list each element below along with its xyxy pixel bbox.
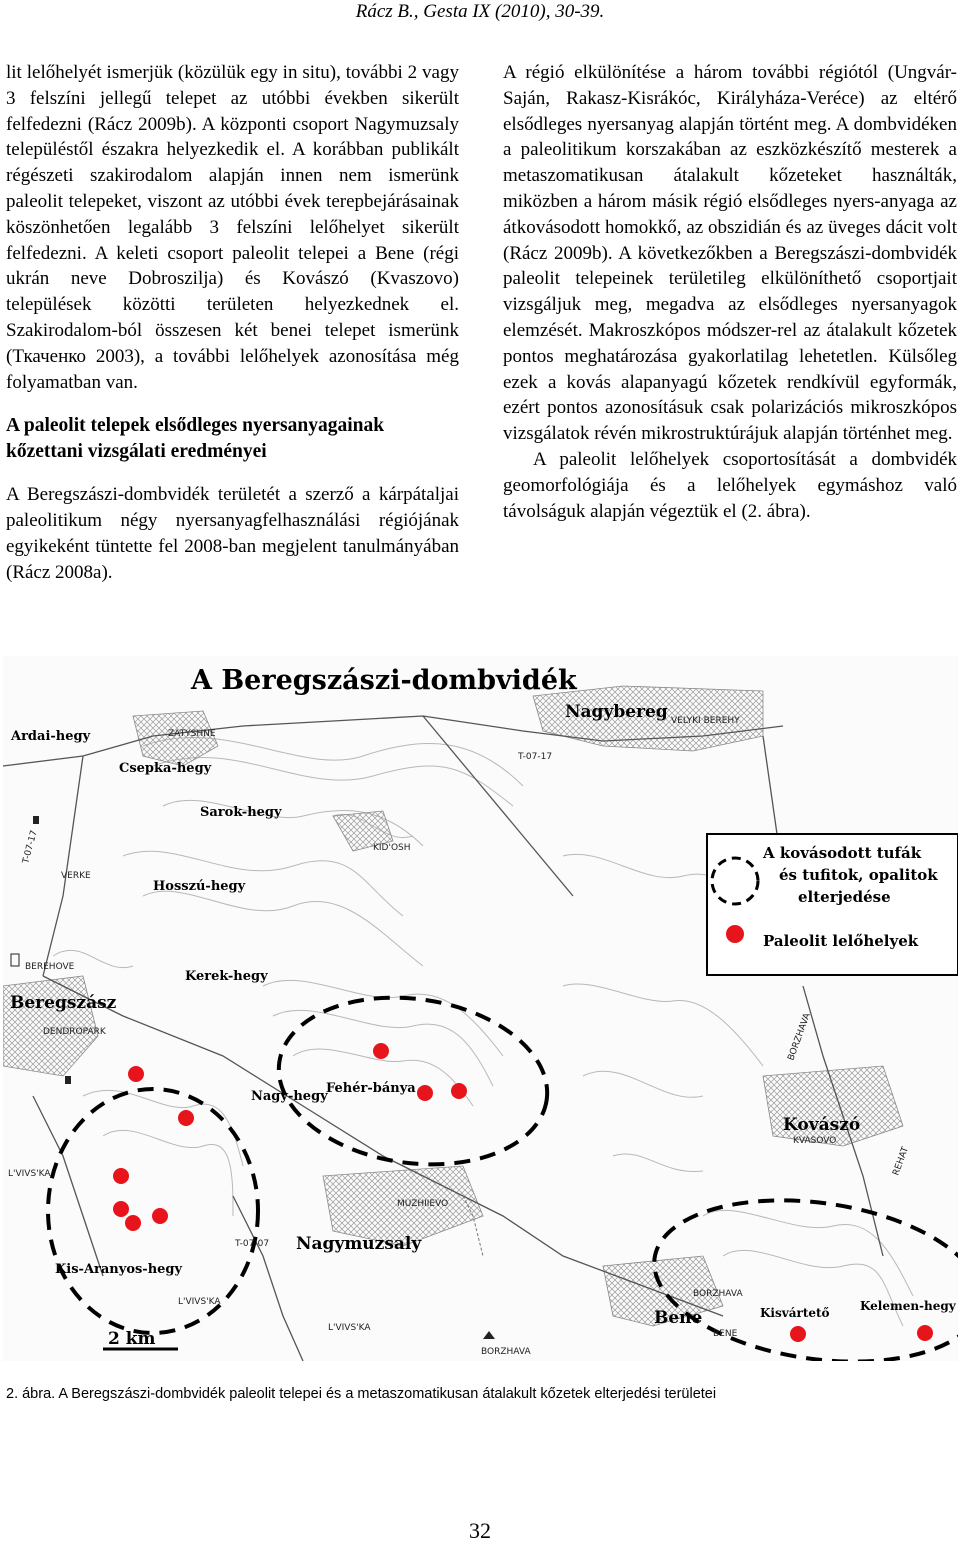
label-bene-small: BENE: [713, 1329, 738, 1339]
label-lviv-3: L'VIVS'KA: [328, 1323, 371, 1333]
place-nagyberegh: Nagybereg: [565, 702, 668, 722]
legend-zone-label: A kovásodott tufák és tufitok, opalitok elterjedése: [763, 844, 938, 906]
label-kidosh: KID'OSH: [373, 843, 411, 853]
left-paragraph-2: A Beregszászi-dombvidék területét a szerző a kárpátaljai paleolitikum négy nyersanyagfelhasználási régiójának egyikeként tüntette fel 2008-ban megjelent tanulmányában (Rácz 2008a).: [6, 484, 459, 583]
site-dot: [178, 1110, 194, 1126]
right-column: [503, 60, 957, 524]
label-dendropark: DENDROPARK: [43, 1027, 106, 1037]
label-t0707: T-07-07: [235, 1239, 270, 1249]
label-borzhava-2: BORZHAVA: [693, 1289, 743, 1299]
label-lviv-1: L'VIVS'KA: [8, 1169, 51, 1179]
left-paragraph-1: lit lelőhelyét ismerjük (közülük egy in situ), további 2 vagy 3 felszíni jellegű telepet az utóbbi években sikerült felfedezni (Rácz 2009b). A központi csoport Nagymuzsaly településtől északra helyezkedik el. A korábban publikált régészeti szakirodalom alapján innen nem ismerünk paleolit telepeket, viszont az utóbbi évek terepbejárásainak köszönhetően legalább 3 felszíni lelőhelyet sikerült felfedezni. A keleti csoport paleolit telepei a Bene (régi ukrán neve Dobroszilja) és Kovászó (Kvaszovo) települések közötti területen helyezkednek el. Szakirodalom-ból összesen két benei telepet ismerünk (Ткаченко 2003), a további lelőhelyek azonosítása még folyamatban van.: [6, 62, 459, 393]
label-t0717-b: T-07-17: [21, 829, 40, 865]
place-csepka: Csepka-hegy: [119, 761, 212, 776]
map-svg: [3, 656, 958, 1361]
map-legend: [707, 834, 958, 975]
site-dot: [113, 1168, 129, 1184]
site-dot: [128, 1066, 144, 1082]
place-sarok: Sarok-hegy: [200, 805, 282, 820]
place-ardai: Ardai-hegy: [11, 729, 91, 744]
label-berehove: BEREHOVE: [25, 962, 75, 972]
place-nagy: Nagy-hegy: [251, 1089, 328, 1104]
map-title: A Beregszászi-dombvidék: [191, 665, 577, 696]
right-paragraph-1: A régió elkülönítése a három további régiótól (Ungvár-Saján, Rakasz-Kisrákóc, Királyháza-Veréce) az eltérő elsődleges nyersanyag alapján történt meg. A dombvidéken a paleolitikum korszakában az eszközkészítő mesterek a metaszomatikusan átalakult kőzeteket használták, miközben a három másik régió elsődleges nyers-anyaga az átkovásodott homokkő, az obszidián és az üveges dácit volt (Rácz 2009b). A következőkben a Beregszászi-dombvidék paleolit telepeinek területileg elkülöníthető csoportjait vizsgáljuk meg, megadva az elsődleges nyersanyagok elemzését. Makroszkópos módszer-rel az átalakult kőzetek pontos meghatározása gyakorlatilag lehetetlen. Külsőleg ezek a kovás alapanyagú kőzetek rendkívül egyformák, ezért pontos azonosításuk csak polarizációs mikroszkópos vizsgálatok révén mikrostruktúrájuk alapján történhet meg.: [503, 62, 957, 445]
place-feher: Fehér-bánya: [326, 1081, 416, 1096]
site-dot: [790, 1326, 806, 1342]
site-dot: [125, 1215, 141, 1231]
label-kvasovo: KVASOVO: [793, 1136, 837, 1146]
page-number: 32: [469, 1518, 491, 1543]
site-dot: [373, 1043, 389, 1059]
site-dot: [417, 1085, 433, 1101]
running-header: Rácz B., Gesta IX (2010), 30-39.: [355, 1, 605, 22]
place-kerek: Kerek-hegy: [185, 969, 268, 984]
legend-site-label: Paleolit lelőhelyek: [763, 932, 919, 950]
label-t0717-a: T-07-17: [518, 752, 553, 762]
scale-label: 2 km: [108, 1329, 156, 1349]
label-lviv-2: L'VIVS'KA: [178, 1297, 221, 1307]
lock-icon: [65, 1076, 71, 1084]
site-dot: [113, 1201, 129, 1217]
label-zatyshne: ZATYSHNE: [168, 729, 216, 739]
right-paragraph-2: A paleolit lelőhelyek csoportosítását a dombvidék geomorfológiája és a lelőhelyek egymáshoz való távolságuk alapján végeztük el (2. ábra).: [503, 448, 957, 522]
label-rehat: REHAT: [891, 1145, 911, 1178]
lock-icon: [33, 816, 39, 824]
section-heading: A paleolit telepek elsődleges nyersanyagainak kőzettani vizsgálati eredményei: [6, 415, 385, 463]
label-velyki: VELYKI BEREHY: [671, 716, 740, 726]
figure-caption: 2. ábra. A Beregszászi-dombvidék paleolit telepei és a metaszomatikusan átalakult kőzetek elterjedési területei: [6, 1386, 717, 1402]
label-verke: VERKE: [61, 871, 91, 881]
site-dot: [152, 1208, 168, 1224]
label-borzhava-3: BORZHAVA: [786, 1011, 813, 1063]
place-kovaszo: Kovászó: [783, 1115, 861, 1135]
place-kisvartet: Kisvártető: [760, 1306, 830, 1320]
place-bene: Bene: [654, 1308, 703, 1328]
place-kisaranyos: Kis-Aranyos-hegy: [55, 1262, 183, 1277]
place-kelemen: Kelemen-hegy: [860, 1299, 956, 1313]
place-beregszasz: Beregszász: [10, 993, 117, 1013]
place-hosszu: Hosszú-hegy: [153, 879, 246, 894]
label-muzhiievo: MUZHIIEVO: [397, 1199, 449, 1209]
site-dot: [917, 1325, 933, 1341]
site-dot: [451, 1083, 467, 1099]
legend-site-symbol: [726, 925, 744, 943]
label-borzhava-1: BORZHAVA: [481, 1347, 531, 1357]
place-nagymuzsaly: Nagymuzsaly: [296, 1234, 422, 1254]
figure-map: [3, 656, 958, 1361]
left-column: [6, 60, 459, 586]
